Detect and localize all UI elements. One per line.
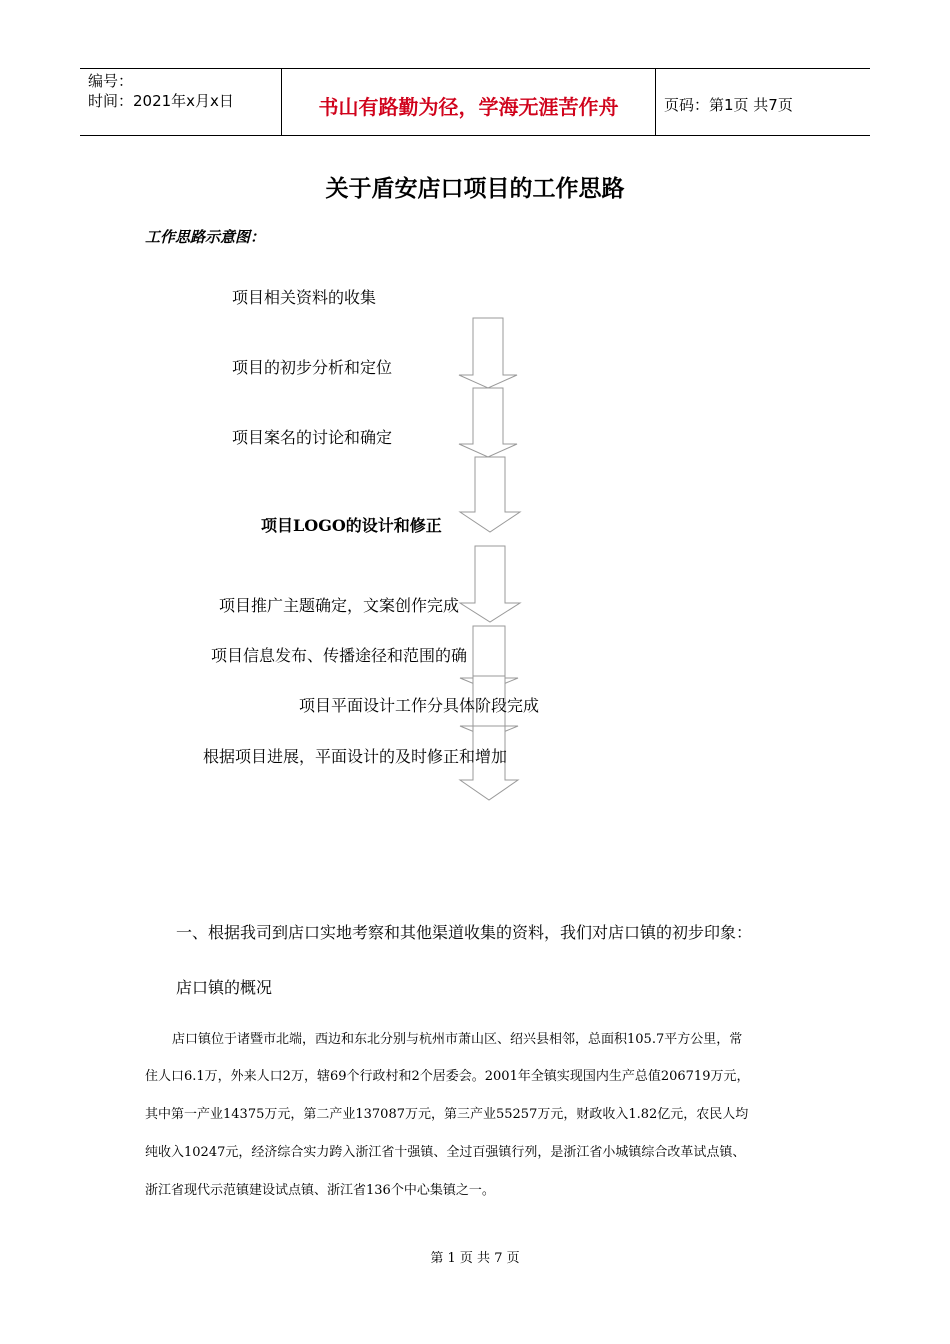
paragraph-line-4: 纯收入10247元，经济综合实力跨入浙江省十强镇、全过百强镇行列，是浙江省小城镇综合改革试点镇、 bbox=[145, 1145, 746, 1160]
flow-arrow-2 bbox=[459, 388, 517, 457]
flow-step-6: 项目信息发布、传播途径和范围的确 bbox=[211, 646, 468, 665]
flow-step-2: 项目的初步分析和定位 bbox=[232, 358, 393, 377]
flow-step-4: 项目LOGO的设计和修正 bbox=[261, 516, 442, 535]
header-motto: 书山有路勤为径，学海无涯苦作舟 bbox=[318, 95, 619, 119]
paragraph-line-2: 住人口6.1万，外来人口2万，辖69个行政村和2个居委会。2001年全镇实现国内生产总值206719万元， bbox=[145, 1069, 750, 1084]
flow-step-1: 项目相关资料的收集 bbox=[232, 288, 377, 307]
diagram-label: 工作思路示意图： bbox=[145, 228, 266, 246]
header-page-label: 页码：第1页 共7页 bbox=[664, 96, 793, 114]
flow-step-8: 根据项目进展，平面设计的及时修正和增加 bbox=[203, 747, 508, 766]
paragraph-line-1: 店口镇位于诸暨市北端，西边和东北分别与杭州市萧山区、绍兴县相邻，总面积105.7平方公里，常 bbox=[172, 1032, 743, 1047]
subheading: 店口镇的概况 bbox=[176, 978, 273, 997]
flow-step-3: 项目案名的讨论和确定 bbox=[232, 428, 393, 447]
flow-arrow-1 bbox=[459, 318, 517, 388]
header-number-label: 编号： bbox=[88, 72, 134, 90]
flow-arrow-4 bbox=[460, 546, 520, 622]
paragraph-line-3: 其中第一产业14375万元，第二产业137087万元，第三产业55257万元，财政收入1.82亿元，农民人均 bbox=[145, 1107, 749, 1122]
footer-page-number: 第 1 页 共 7 页 bbox=[430, 1251, 520, 1266]
flow-step-7: 项目平面设计工作分具体阶段完成 bbox=[299, 696, 540, 715]
flow-step-5: 项目推广主题确定，文案创作完成 bbox=[219, 596, 460, 615]
page-title: 关于盾安店口项目的工作思路 bbox=[325, 176, 625, 202]
header-time-label: 时间：2021年x月x日 bbox=[88, 92, 234, 110]
paragraph-line-5: 浙江省现代示范镇建设试点镇、浙江省136个中心集镇之一。 bbox=[145, 1183, 495, 1198]
section-heading: 一、根据我司到店口实地考察和其他渠道收集的资料，我们对店口镇的初步印象： bbox=[176, 923, 753, 942]
flow-arrow-3 bbox=[460, 457, 520, 532]
